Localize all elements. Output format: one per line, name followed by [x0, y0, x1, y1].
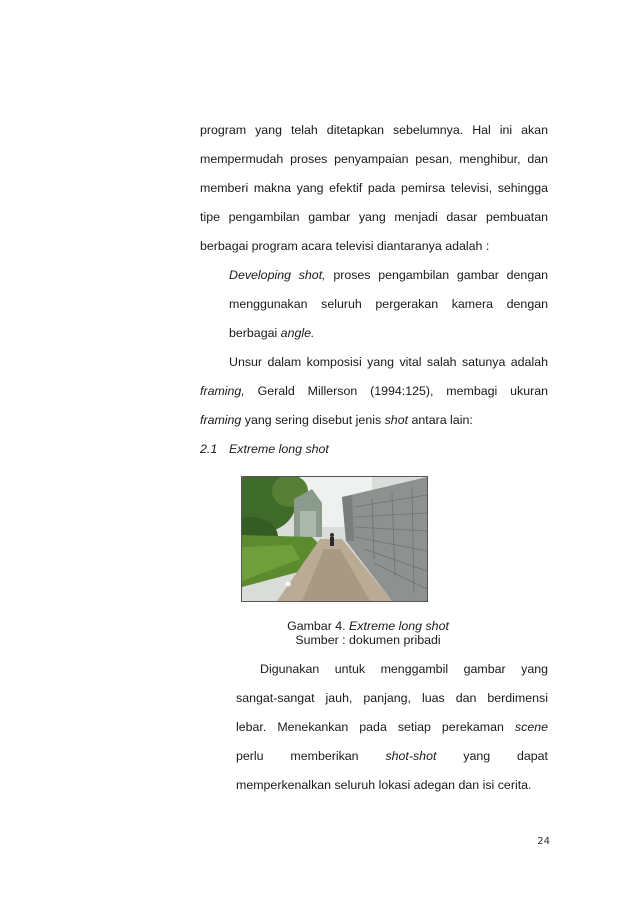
section-title: Extreme long shot — [229, 442, 329, 456]
body-text-line — [236, 719, 548, 735]
body-text-line: menggunakan seluruh pergerakan kamera dengan — [229, 297, 548, 311]
body-text: antara lain: — [408, 413, 473, 427]
body-text-line: mempermudah proses penyampaian pesan, menghibur, dan — [200, 152, 548, 166]
body-text-line: memperkenalkan seluruh lokasi adegan dan isi cerita. — [236, 778, 532, 792]
body-text-line: memberi makna yang efektif pada pemirsa televisi, sehingga — [200, 181, 548, 195]
alley-photo-illustration — [242, 477, 427, 601]
term-angle: angle. — [280, 326, 315, 340]
term-shot: shot — [384, 413, 409, 427]
caption-title: Extreme long shot — [349, 619, 449, 633]
page-number: 24 — [537, 836, 550, 847]
term-scene: scene — [514, 720, 548, 734]
body-text: perlu memberikan — [236, 749, 386, 763]
body-text: lebar. Menekankan pada setiap perekaman — [236, 720, 515, 734]
section-number: 2.1 — [200, 442, 218, 456]
figure-source: Sumber : dokumen pribadi — [295, 633, 441, 647]
body-text: proses pengambilan gambar dengan — [325, 268, 548, 282]
body-text-line — [200, 412, 548, 428]
body-text-line — [229, 325, 548, 341]
term-shot-shot: shot-shot — [385, 749, 437, 763]
body-text-line: program yang telah ditetapkan sebelumnya. Hal ini akan — [200, 123, 548, 137]
body-text-line: Unsur dalam komposisi yang vital salah satunya adalah — [229, 355, 548, 369]
section-heading — [200, 441, 548, 457]
body-text-line — [236, 748, 548, 764]
body-text: Gerald Millerson (1994:125), membagi ukuran — [244, 384, 548, 398]
caption-prefix: Gambar 4. — [287, 619, 350, 633]
term-framing: framing, — [200, 384, 245, 398]
developing-shot-line — [229, 267, 548, 283]
term-framing: framing — [200, 413, 242, 427]
body-text-line: berbagai program acara televisi diantaranya adalah : — [200, 239, 490, 253]
body-text-line — [200, 383, 548, 399]
term-developing-shot: Developing shot, — [229, 268, 326, 282]
body-text: berbagai — [229, 326, 281, 340]
body-text-line: Digunakan untuk menggambil gambar yang — [260, 662, 548, 676]
body-text-line: sangat-sangat jauh, panjang, luas dan berdimensi — [236, 691, 548, 705]
body-text: yang sering disebut jenis — [241, 413, 385, 427]
figure-photo — [241, 476, 428, 602]
body-text: yang dapat — [436, 749, 548, 763]
body-text-line: tipe pengambilan gambar yang menjadi dasar pembuatan — [200, 210, 548, 224]
